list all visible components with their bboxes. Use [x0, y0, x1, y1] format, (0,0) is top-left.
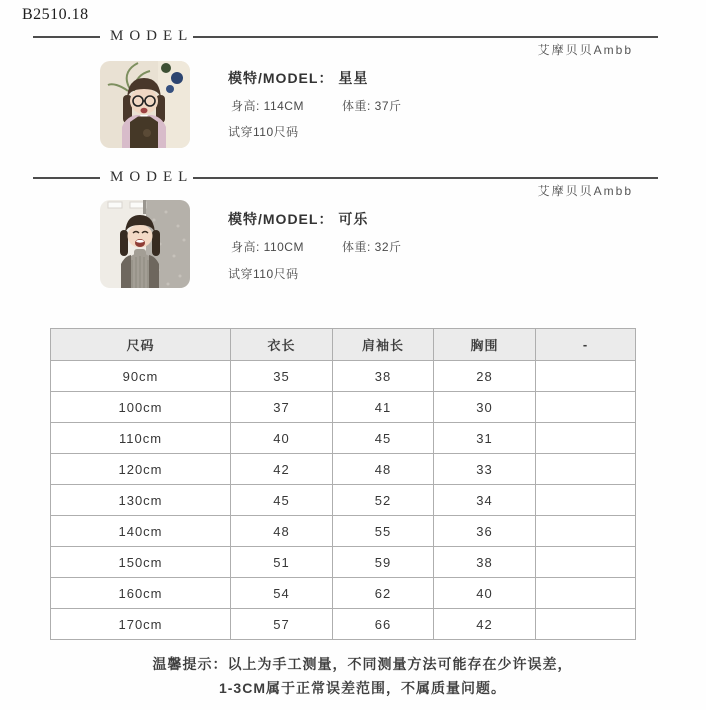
- size-cell: 100cm: [51, 392, 231, 423]
- size-cell: 40: [231, 423, 333, 454]
- header-divider-line: [33, 177, 100, 179]
- model-photo-kele: [100, 200, 190, 288]
- size-cell: 57: [231, 609, 333, 640]
- model-stats: [231, 238, 402, 255]
- model-weight: 体重: 32斤: [342, 240, 402, 254]
- size-cell: 140cm: [51, 516, 231, 547]
- section-title: MODEL: [110, 169, 194, 185]
- size-cell: [536, 578, 636, 609]
- brand-name: 艾摩贝贝Ambb: [537, 43, 633, 57]
- model-photo-xingxing: [100, 61, 190, 148]
- size-cell: [536, 516, 636, 547]
- model-fit-note: 试穿110尺码: [228, 267, 299, 281]
- size-cell: [536, 392, 636, 423]
- size-cell: 28: [434, 361, 536, 392]
- model-name-line: 模特/MODEL： 星星: [228, 70, 369, 86]
- table-row: [51, 547, 636, 578]
- model-height: 身高: 114CM: [231, 99, 304, 113]
- size-cell: 110cm: [51, 423, 231, 454]
- size-cell: [536, 361, 636, 392]
- size-cell: 31: [434, 423, 536, 454]
- model-name-line: 模特/MODEL： 可乐: [228, 211, 369, 227]
- header-divider-line: [193, 177, 658, 179]
- size-cell: 37: [231, 392, 333, 423]
- table-row: [51, 423, 636, 454]
- size-table-header-cell: 尺码: [51, 329, 231, 361]
- size-cell: 38: [434, 547, 536, 578]
- model-height: 身高: 110CM: [231, 240, 304, 254]
- product-code: B2510.18: [22, 6, 89, 23]
- tips-line-2: 1-3CM属于正常误差范围，不属质量问题。: [218, 680, 506, 696]
- size-cell: 38: [333, 361, 434, 392]
- brand-name: 艾摩贝贝Ambb: [537, 184, 633, 198]
- size-cell: 51: [231, 547, 333, 578]
- size-cell: 59: [333, 547, 434, 578]
- size-cell: 45: [333, 423, 434, 454]
- table-row: [51, 516, 636, 547]
- size-cell: 170cm: [51, 609, 231, 640]
- size-table-header-row: [51, 329, 636, 361]
- size-table: [50, 328, 636, 640]
- size-cell: 62: [333, 578, 434, 609]
- size-cell: [536, 423, 636, 454]
- size-cell: 41: [333, 392, 434, 423]
- size-cell: 52: [333, 485, 434, 516]
- size-table-header-cell: 衣长: [231, 329, 333, 361]
- table-row: [51, 485, 636, 516]
- size-cell: [536, 454, 636, 485]
- size-cell: 42: [434, 609, 536, 640]
- size-cell: 35: [231, 361, 333, 392]
- size-cell: 55: [333, 516, 434, 547]
- header-divider-line: [33, 36, 100, 38]
- size-cell: 34: [434, 485, 536, 516]
- table-row: [51, 454, 636, 485]
- table-row: [51, 609, 636, 640]
- size-cell: 40: [434, 578, 536, 609]
- size-table-header-cell: -: [536, 329, 636, 361]
- size-cell: 42: [231, 454, 333, 485]
- size-cell: 160cm: [51, 578, 231, 609]
- size-cell: 66: [333, 609, 434, 640]
- size-table-header-cell: 肩袖长: [333, 329, 434, 361]
- size-cell: 120cm: [51, 454, 231, 485]
- size-table-header-cell: 胸围: [434, 329, 536, 361]
- size-cell: 36: [434, 516, 536, 547]
- size-cell: [536, 547, 636, 578]
- size-cell: [536, 485, 636, 516]
- size-cell: [536, 609, 636, 640]
- model-fit-note: 试穿110尺码: [228, 125, 299, 139]
- size-cell: 90cm: [51, 361, 231, 392]
- table-row: [51, 392, 636, 423]
- size-cell: 48: [231, 516, 333, 547]
- table-row: [51, 578, 636, 609]
- table-row: [51, 361, 636, 392]
- model-stats: [231, 97, 402, 114]
- size-cell: 45: [231, 485, 333, 516]
- size-cell: 30: [434, 392, 536, 423]
- tips-line-1: 温馨提示：以上为手工测量，不同测量方法可能存在少许误差，: [152, 656, 573, 672]
- model-weight: 体重: 37斤: [342, 99, 402, 113]
- tips-note: [50, 652, 675, 700]
- size-cell: 130cm: [51, 485, 231, 516]
- size-cell: 150cm: [51, 547, 231, 578]
- size-cell: 48: [333, 454, 434, 485]
- header-divider-line: [193, 36, 658, 38]
- size-cell: 33: [434, 454, 536, 485]
- section-title: MODEL: [110, 28, 194, 44]
- size-cell: 54: [231, 578, 333, 609]
